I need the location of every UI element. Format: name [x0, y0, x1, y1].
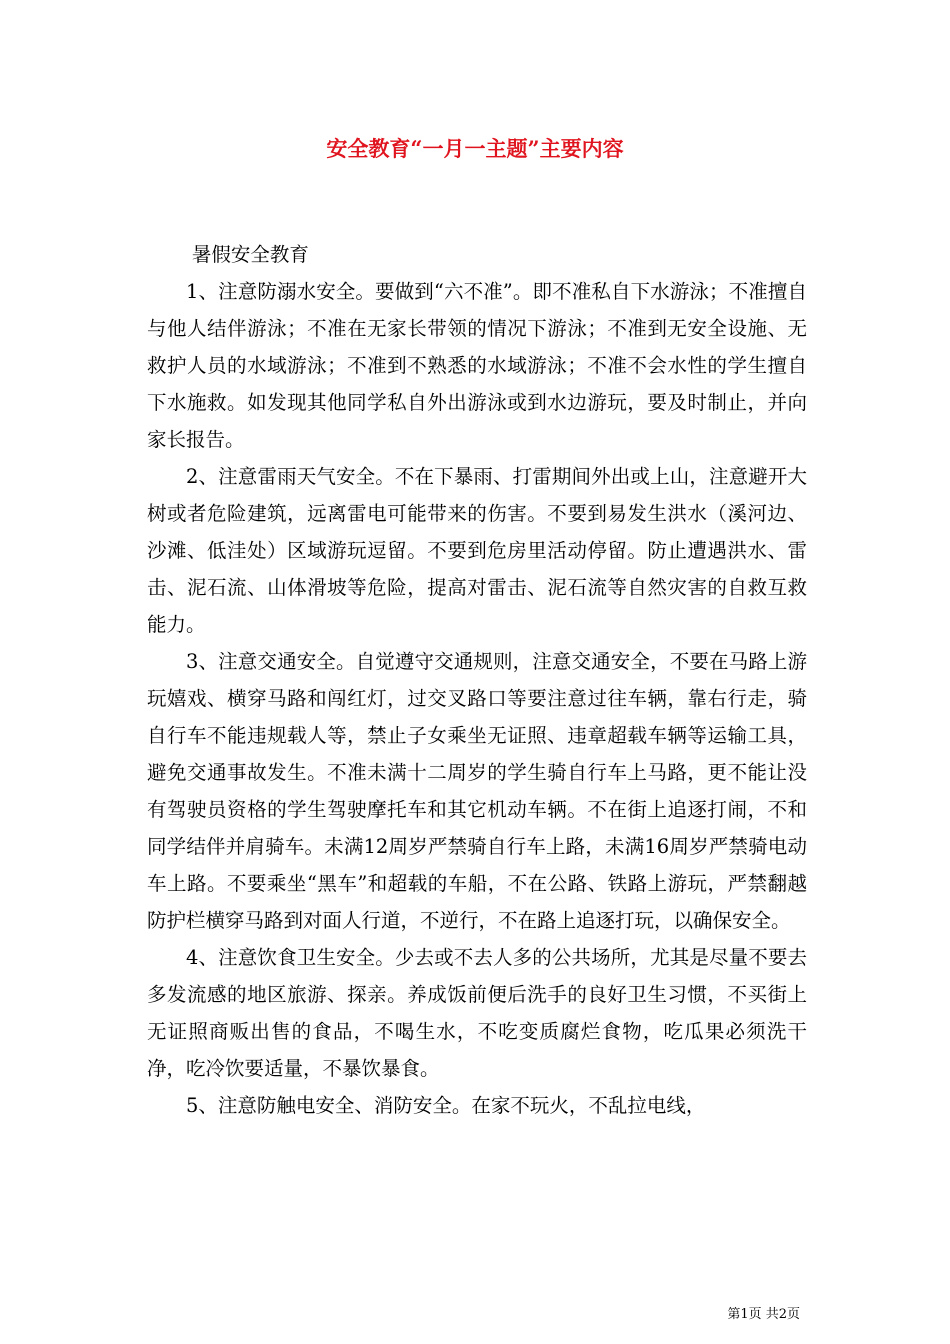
document-body: [147, 236, 807, 1124]
paragraph-electric-fire-safety: 5、注意防触电安全、消防安全。在家不玩火，不乱拉电线，: [186, 1094, 706, 1117]
paragraph-drowning-safety: 1、注意防溺水安全。要做到“六不准”。即不准私自下水游泳；不准擅自与他人结伴游泳；不准在无家长带领的情况下游泳；不准到无安全设施、无救护人员的水域游泳；不准到不熟悉的水域游泳；不准不会水性的学生擅自下水施救。如发现其他同学私自外出游泳或到水边游玩，要及时制止，并向家长报告。: [147, 280, 807, 451]
paragraph-traffic-safety: 3、注意交通安全。自觉遵守交通规则，注意交通安全，不要在马路上游玩嬉戏、横穿马路和闯红灯，过交叉路口等要注意过往车辆，靠右行走，骑自行车不能违规载人等，禁止子女乘坐无证照、违章超载车辆等运输工具，避免交通事故发生。不准未满十二周岁的学生骑自行车上马路，更不能让没有驾驶员资格的学生驾驶摩托车和其它机动车辆。不在街上追逐打闹，不和同学结伴并肩骑车。未满12周岁严禁骑自行车上路，未满16周岁严禁骑电动车上路。不要乘坐“黑车”和超载的车船，不在公路、铁路上游玩，严禁翻越防护栏横穿马路到对面人行道，不逆行，不在路上追逐打玩，以确保安全。: [147, 650, 807, 932]
page-title: 安全教育“一月一主题”主要内容: [326, 136, 624, 161]
page-number: 第1页 共2页: [727, 1307, 800, 1322]
paragraph-thunderstorm-safety: 2、注意雷雨天气安全。不在下暴雨、打雷期间外出或上山，注意避开大树或者危险建筑，远离雷电可能带来的伤害。不要到易发生洪水（溪河边、沙滩、低洼处）区域游玩逗留。不要到危房里活动停留。防止遭遇洪水、雷击、泥石流、山体滑坡等危险，提高对雷击、泥石流等自然灾害的自救互救能力。: [147, 465, 807, 636]
paragraph-food-safety: 4、注意饮食卫生安全。少去或不去人多的公共场所，尤其是尽量不要去多发流感的地区旅游、探亲。养成饭前便后洗手的良好卫生习惯，不买街上无证照商贩出售的食品，不喝生水，不吃变质腐烂食物，吃瓜果必须洗干净，吃冷饮要适量，不暴饮暴食。: [147, 946, 807, 1080]
section-heading: 暑假安全教育: [191, 243, 309, 266]
